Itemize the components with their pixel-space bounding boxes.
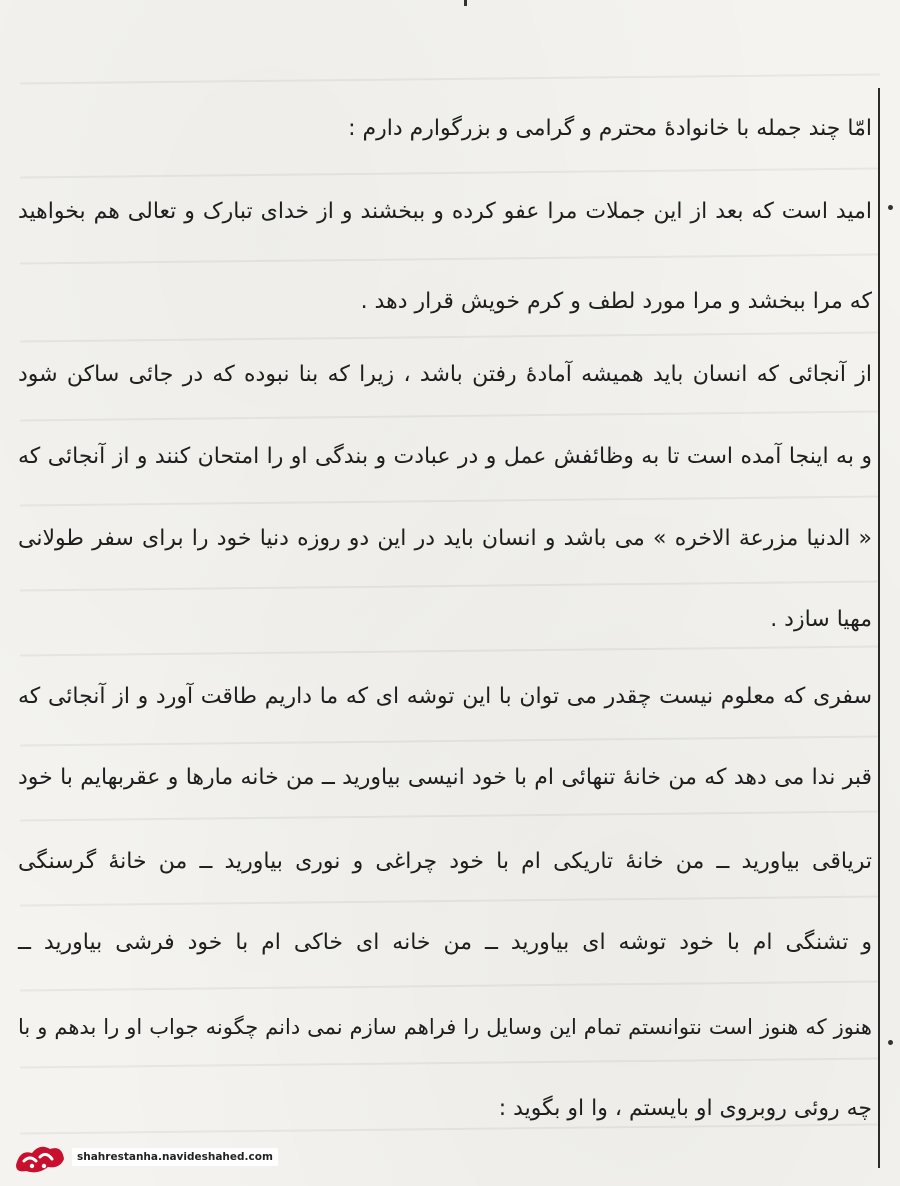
right-margin-rule — [878, 88, 880, 1168]
page-top-mark — [464, 0, 467, 6]
navideshahed-logo-icon — [10, 1135, 68, 1179]
bleed-through-line — [20, 167, 880, 178]
text-line-9: قبر ندا می دهد که من خانهٔ تنهائی ام با خود انیسی بیاورید ــ من خانه مارها و عقربهایم با خود — [18, 765, 872, 790]
bleed-through-line — [20, 645, 880, 656]
text-line-4: از آنجائی که انسان باید همیشه آمادهٔ رفتن باشد ، زیرا که بنا نبوده که در جائی ساکن شود — [18, 362, 872, 387]
bleed-through-line — [20, 331, 880, 342]
bleed-through-line — [20, 580, 880, 591]
bleed-through-line — [20, 495, 880, 506]
text-line-3: که مرا ببخشد و مرا مورد لطف و کرم خویش قرار دهد . — [360, 289, 872, 314]
text-line-12: هنوز که هنوز است نتوانستم تمام این وسایل را فراهم سازم نمی دانم چگونه جواب او را بدهم و با — [18, 1015, 872, 1039]
margin-mark — [888, 1040, 893, 1045]
text-line-13: چه روئی روبروی او بایستم ، وا او بگوید : — [498, 1096, 872, 1121]
bleed-through-line — [20, 980, 880, 991]
bleed-through-line — [20, 1123, 880, 1134]
text-line-11: و تشنگی ام با خود توشه ای بیاورید ــ من خانه ای خاکی ام با خود فرشی بیاورید ــ — [18, 930, 872, 955]
text-line-8: سفری که معلوم نیست چقدر می توان با این توشه ای که ما داریم طاقت آورد و از آنجائی که — [18, 684, 872, 709]
bleed-through-line — [20, 1057, 880, 1068]
text-line-7: مهیا سازد . — [770, 607, 872, 632]
text-line-1: امّا چند جمله با خانوادهٔ محترم و گرامی و بزرگوارم دارم : — [348, 116, 872, 141]
logo-svg — [10, 1135, 68, 1179]
bleed-through-line — [20, 810, 880, 821]
watermark-url: shahrestanha.navideshahed.com — [72, 1148, 278, 1166]
bleed-through-line — [20, 73, 880, 84]
bleed-through-line — [20, 735, 880, 746]
text-line-5: و به اینجا آمده است تا به وظائفش عمل و در عبادت و بندگی او را امتحان کنند و از آنجائی که — [18, 444, 872, 469]
text-line-6: « الدنیا مزرعة الاخره » می باشد و انسان باید در این دو روزه دنیا خود را برای سفر طولانی — [18, 526, 872, 551]
margin-mark — [888, 205, 893, 210]
text-line-2: امید است که بعد از این جملات مرا عفو کرده و ببخشند و از خدای تبارک و تعالی هم بخواهید — [18, 199, 872, 224]
bleed-through-line — [20, 895, 880, 906]
text-line-10: تریاقی بیاورید ــ من خانهٔ تاریکی ام با خود چراغی و نوری بیاورید ــ من خانهٔ گرسنگی — [18, 849, 872, 874]
bleed-through-line — [20, 253, 880, 264]
watermark — [10, 1134, 272, 1180]
bleed-through-line — [20, 410, 880, 421]
